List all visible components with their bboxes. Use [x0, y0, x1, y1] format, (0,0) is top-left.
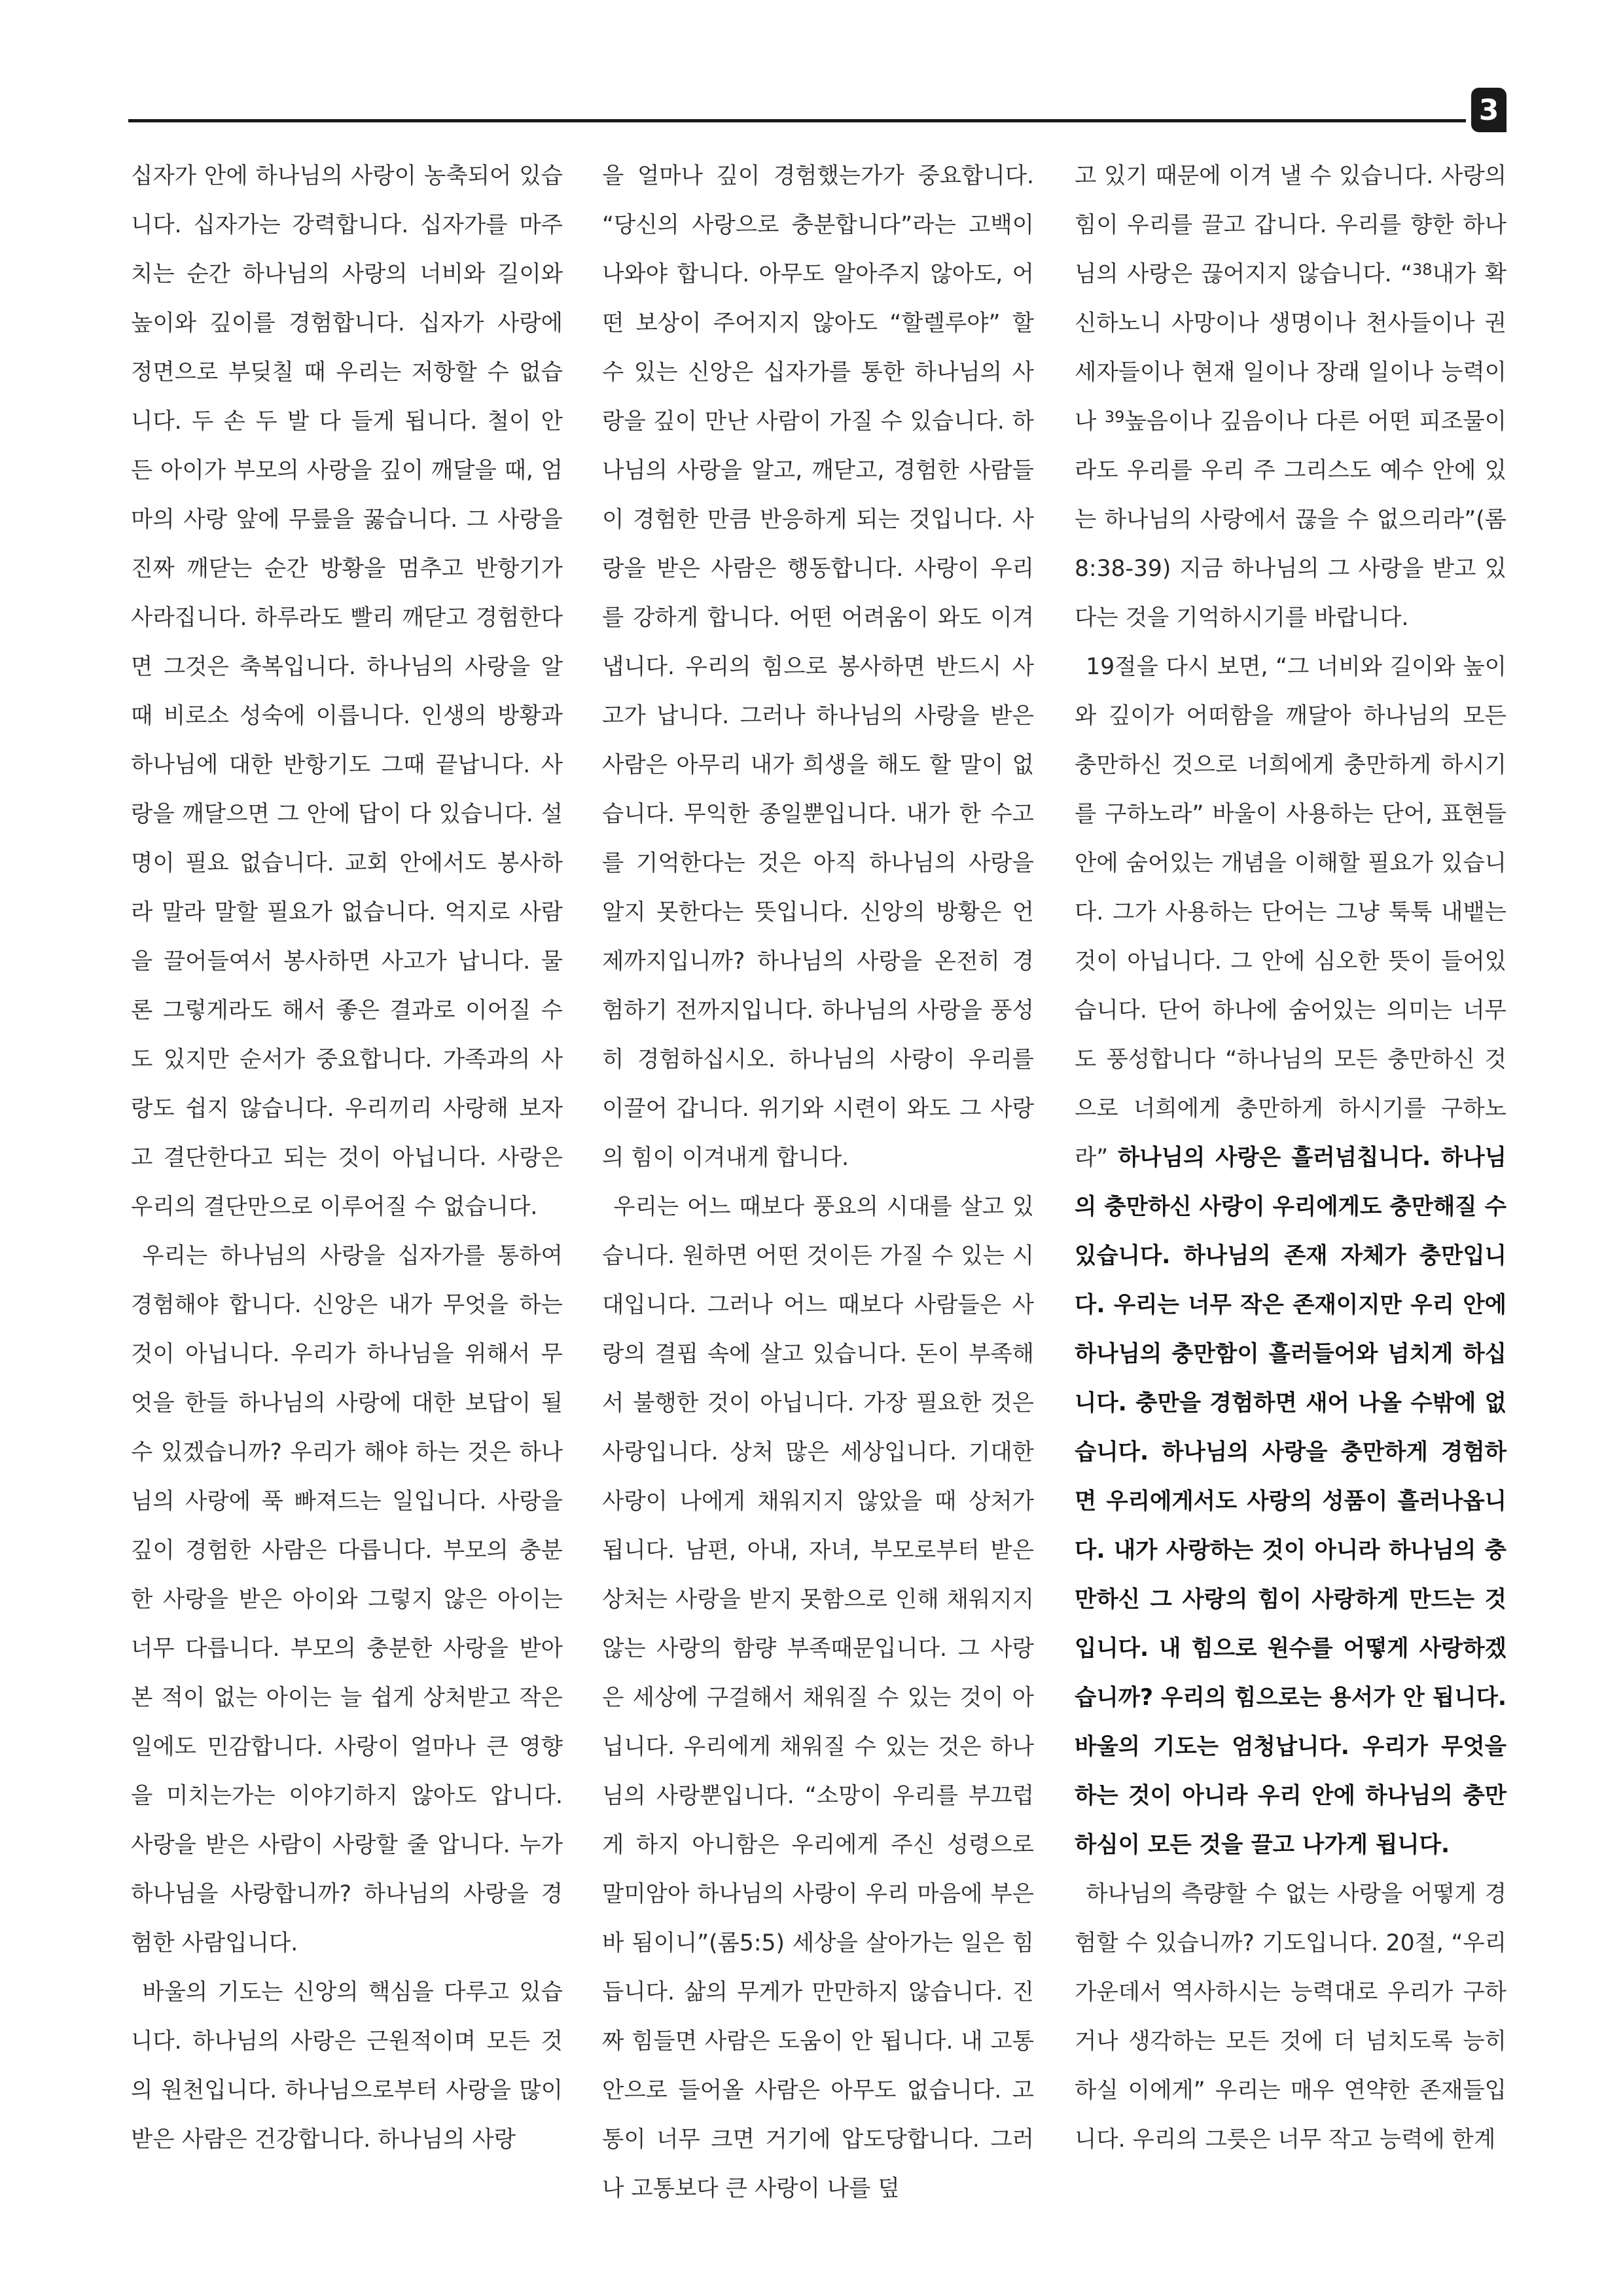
verse-number: 39 — [1104, 408, 1125, 426]
column-3 — [1075, 152, 1507, 2164]
paragraph: 하나님의 측량할 수 없는 사랑을 어떻게 경험할 수 있습니까? 기도입니다. 20절, “우리 가운데서 역사하시는 능력대로 우리가 구하거나 생각하는 모든 것에 더 넘치도록 능히 하실 이에게” 우리는 매우 연약한 존재들입니다. 우리의 그릇은 너무 작고 능력에 한계 — [1075, 1881, 1507, 2153]
verse-number: 38 — [1412, 260, 1433, 279]
paragraph — [1075, 152, 1507, 643]
paragraph: 십자가 안에 하나님의 사랑이 농축되어 있습니다. 십자가는 강력합니다. 십자가를 마주치는 순간 하나님의 사랑의 너비와 길이와 높이와 깊이를 경험합니다. 십자가 사랑에 정면으로 부딪칠 때 우리는 저항할 수 없습니다. 두 손 두 발 다 들게 됩니다. 철이 안 든 아이가 부모의 사랑을 깊이 깨달을 때, 엄마의 사랑 앞에 무릎을 꿇습니다. 그 사랑을 진짜 깨닫는 순간 방황을 멈추고 반항기가 사라집니다. 하루라도 빨리 깨닫고 경험한다면 그것은 축복입니다. 하나님의 사랑을 알 때 비로소 성숙에 이릅니다. 인생의 방황과 하나님에 대한 반항기도 그때 끝납니다. 사랑을 깨달으면 그 안에 답이 다 있습니다. 설명이 필요 없습니다. 교회 안에서도 봉사하라 말라 말할 필요가 없습니다. 억지로 사람을 끌어들여서 봉사하면 사고가 납니다. 물론 그렇게라도 해서 좋은 결과로 이어질 수도 있지만 순서가 중요합니다. 가족과의 사랑도 쉽지 않습니다. 우리끼리 사랑해 보자고 결단한다고 되는 것이 아닙니다. 사랑은 우리의 결단만으로 이루어질 수 없습니다. — [131, 163, 563, 1220]
paragraph: 우리는 어느 때보다 풍요의 시대를 살고 있습니다. 원하면 어떤 것이든 가질 수 있는 시대입니다. 그러나 어느 때보다 사람들은 사랑의 결핍 속에 살고 있습니다. 돈이 부족해서 불행한 것이 아닙니다. 가장 필요한 것은 사랑입니다. 상처 많은 세상입니다. 기대한 사랑이 나에게 채워지지 않았을 때 상처가 됩니다. 남편, 아내, 자녀, 부모로부터 받은 상처는 사랑을 받지 못함으로 인해 채워지지 않는 사랑의 함량 부족때문입니다. 그 사랑은 세상에 구걸해서 채워질 수 있는 것이 아닙니다. 우리에게 채워질 수 있는 것은 하나님의 사랑뿐입니다. “소망이 우리를 부끄럽게 하지 아니함은 우리에게 주신 성령으로 말미암아 하나님의 사랑이 우리 마음에 부은 바 됨이니”(롬5:5) 세상을 살아가는 일은 힘듭니다. 삶의 무게가 만만하지 않습니다. 진짜 힘들면 사람은 도움이 안 됩니다. 내 고통 안으로 들어올 사람은 아무도 없습니다. 고통이 너무 크면 거기에 압도당합니다. 그러나 고통보다 큰 사랑이 나를 덮 — [602, 1194, 1034, 2202]
bold-text-run: 하나님의 사랑은 흘러넘칩니다. 하나님의 충만하신 사랑이 우리에게도 충만해질 수 있습니다. 하나님의 존재 자체가 충만입니다. 우리는 너무 작은 존재이지만 우리 안에 하나님의 충만함이 흘러들어와 넘치게 하십니다. 충만을 경험하면 새어 나올 수밖에 없습니다. 하나님의 사랑을 충만하게 경험하면 우리에게서도 사랑의 성품이 흘러나옵니다. 내가 사랑하는 것이 아니라 하나님의 충만하신 그 사랑의 힘이 사랑하게 만드는 것입니다. 내 힘으로 원수를 어떻게 사랑하겠습니까? 우리의 힘으로는 용서가 안 됩니다. 바울의 기도는 엄청납니다. 우리가 무엇을 하는 것이 아니라 우리 안에 하나님의 충만하심이 모든 것을 끌고 나가게 됩니다. — [1075, 1145, 1507, 1858]
header-rule — [128, 119, 1466, 122]
paragraph: 우리는 하나님의 사랑을 십자가를 통하여 경험해야 합니다. 신앙은 내가 무엇을 하는 것이 아닙니다. 우리가 하나님을 위해서 무엇을 한들 하나님의 사랑에 대한 보답이 될 수 있겠습니까? 우리가 해야 하는 것은 하나님의 사랑에 푹 빠져드는 일입니다. 사랑을 깊이 경험한 사람은 다릅니다. 부모의 충분한 사랑을 받은 아이와 그렇지 않은 아이는 너무 다릅니다. 부모의 충분한 사랑을 받아본 적이 없는 아이는 늘 쉽게 상처받고 작은 일에도 민감합니다. 사랑이 얼마나 큰 영향을 미치는가는 이야기하지 않아도 압니다. 사랑을 받은 사람이 사랑할 줄 압니다. 누가 하나님을 사랑합니까? 하나님의 사랑을 경험한 사람입니다. — [131, 1243, 563, 1956]
page-number: 3 — [1471, 88, 1507, 132]
text-run: 높음이나 깊음이나 다른 어떤 피조물이라도 우리를 우리 주 그리스도 예수 안에 있는 하나님의 사랑에서 끊을 수 없으리라”(롬8:38-39) 지금 하나님의 그 사랑을 받고 있다는 것을 기억하시기를 바랍니다. — [1075, 408, 1507, 631]
paragraph: 바울의 기도는 신앙의 핵심을 다루고 있습니다. 하나님의 사랑은 근원적이며 모든 것의 원천입니다. 하나님으로부터 사랑을 많이 받은 사람은 건강합니다. 하나님의 사랑 — [131, 1979, 563, 2153]
text-run: 19절을 다시 보면, “그 너비와 길이와 높이와 깊이가 어떠함을 깨달아 하나님의 모든 충만하신 것으로 너희에게 충만하게 하시기를 구하노라” 바울이 사용하는 단어, 표현들 안에 숨어있는 개념을 이해할 필요가 있습니다. 그가 사용하는 단어는 그냥 툭툭 내뱉는 것이 아닙니다. 그 안에 심오한 뜻이 들어있습니다. 단어 하나에 숨어있는 의미는 너무도 풍성합니다 “하나님의 모든 충만하신 것으로 너희에게 충만하게 하시기를 구하노라” — [1075, 654, 1507, 1171]
paragraph — [1075, 643, 1507, 1870]
column-1 — [131, 152, 563, 2164]
paragraph: 을 얼마나 깊이 경험했는가가 중요합니다. “당신의 사랑으로 충분합니다”라는 고백이 나와야 합니다. 아무도 알아주지 않아도, 어떤 보상이 주어지지 않아도 “할렐루야” 할 수 있는 신앙은 십자가를 통한 하나님의 사랑을 깊이 만난 사람이 가질 수 있습니다. 하나님의 사랑을 알고, 깨닫고, 경험한 사람들이 경험한 만큼 반응하게 되는 것입니다. 사랑을 받은 사람은 행동합니다. 사랑이 우리를 강하게 합니다. 어떤 어려움이 와도 이겨냅니다. 우리의 힘으로 봉사하면 반드시 사고가 납니다. 그러나 하나님의 사랑을 받은 사람은 아무리 내가 희생을 해도 할 말이 없습니다. 무익한 종일뿐입니다. 내가 한 수고를 기억한다는 것은 아직 하나님의 사랑을 알지 못한다는 뜻입니다. 신앙의 방황은 언제까지입니까? 하나님의 사랑을 온전히 경험하기 전까지입니다. 하나님의 사랑을 풍성히 경험하십시오. 하나님의 사랑이 우리를 이끌어 갑니다. 위기와 시련이 와도 그 사랑의 힘이 이겨내게 합니다. — [602, 163, 1034, 1171]
column-2 — [602, 152, 1034, 2214]
text-run: 고 있기 때문에 이겨 낼 수 있습니다. 사랑의 힘이 우리를 끌고 갑니다. 우리를 향한 하나님의 사랑은 끊어지지 않습니다. “ — [1075, 163, 1507, 287]
text-run: 내가 확신하노니 사망이나 생명이나 천사들이나 권세자들이나 현재 일이나 장래 일이나 능력이나 — [1075, 261, 1507, 435]
